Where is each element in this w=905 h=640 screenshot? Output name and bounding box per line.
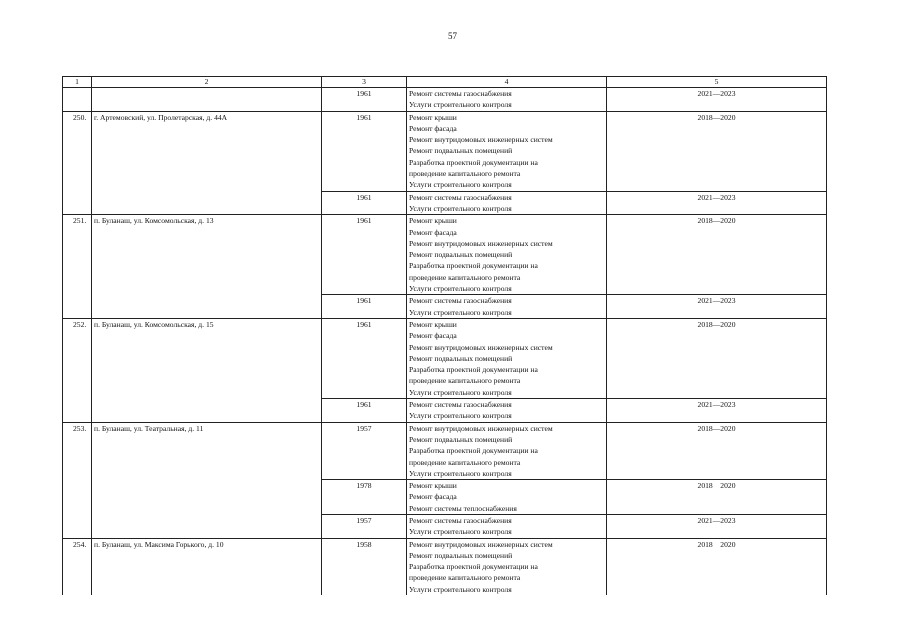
- works-cell: [407, 88, 607, 112]
- work-item: Ремонт фасада: [409, 492, 457, 502]
- address-cell: п. Буланаш, ул. Театральная, д. 11: [92, 422, 322, 538]
- work-item: Ремонт подвальных помещений: [409, 250, 513, 260]
- table-row: [63, 318, 827, 398]
- period-cell: 2018—2020: [607, 111, 827, 191]
- year-cell: 1958: [322, 538, 407, 595]
- work-item: Разработка проектной документации на: [409, 157, 538, 167]
- work-item: Ремонт внутридомовых инженерных систем: [409, 135, 553, 145]
- period-cell: 2018 2020: [607, 538, 827, 595]
- row-number: 253.: [63, 422, 92, 538]
- header-col-1: 1: [63, 77, 92, 88]
- year-cell: 1978: [322, 480, 407, 515]
- year-cell: 1957: [322, 514, 407, 538]
- table-row: [63, 215, 827, 295]
- period-cell: 2021—2023: [607, 399, 827, 423]
- period-cell: 2021—2023: [607, 295, 827, 319]
- work-item: Ремонт крыши: [409, 112, 457, 122]
- work-item: Разработка проектной документации на: [409, 365, 538, 375]
- works-cell: [407, 215, 607, 295]
- work-item: Услуги строительного контроля: [409, 468, 512, 478]
- row-number: 254.: [63, 538, 92, 595]
- work-item: Ремонт крыши: [409, 216, 457, 226]
- period-cell: 2021—2023: [607, 191, 827, 215]
- work-item: Ремонт системы теплоснабжения: [409, 503, 517, 513]
- works-cell: [407, 295, 607, 319]
- work-item: Услуги строительного контроля: [409, 284, 512, 294]
- period-cell: 2018 2020: [607, 480, 827, 515]
- work-item: Ремонт системы газоснабжения: [409, 400, 512, 410]
- work-item: Ремонт системы газоснабжения: [409, 89, 512, 98]
- work-item: Ремонт подвальных помещений: [409, 146, 513, 156]
- work-item: проведение капитального ремонта: [409, 272, 521, 282]
- page-number: 57: [448, 31, 457, 41]
- row-number: 252.: [63, 318, 92, 422]
- table-row: [63, 88, 827, 112]
- work-item: Разработка проектной документации на: [409, 446, 538, 456]
- header-col-2: 2: [92, 77, 322, 88]
- address-cell: [92, 88, 322, 112]
- work-item: Ремонт внутридомовых инженерных систем: [409, 342, 553, 352]
- work-item: Услуги строительного контроля: [409, 387, 512, 397]
- period-cell: 2018—2020: [607, 422, 827, 479]
- work-item: Ремонт системы газоснабжения: [409, 515, 512, 525]
- works-cell: [407, 480, 607, 515]
- period-cell: 2021—2023: [607, 514, 827, 538]
- header-col-3: 3: [322, 77, 407, 88]
- work-item: проведение капитального ремонта: [409, 573, 521, 583]
- work-item: Услуги строительного контроля: [409, 100, 512, 110]
- header-col-4: 4: [407, 77, 607, 88]
- work-item: Услуги строительного контроля: [409, 307, 512, 317]
- work-item: Ремонт фасада: [409, 227, 457, 237]
- year-cell: 1957: [322, 422, 407, 479]
- period-cell: 2021—2023: [607, 88, 827, 112]
- row-number: [63, 88, 92, 112]
- address-cell: п. Буланаш, ул. Максима Горького, д. 10: [92, 538, 322, 595]
- address-cell: г. Артемовский, ул. Пролетарская, д. 44А: [92, 111, 322, 215]
- work-item: проведение капитального ремонта: [409, 376, 521, 386]
- address-cell: п. Буланаш, ул. Комсомольская, д. 13: [92, 215, 322, 319]
- table-row: [63, 538, 827, 595]
- row-number: 251.: [63, 215, 92, 319]
- works-cell: [407, 111, 607, 191]
- year-cell: 1961: [322, 295, 407, 319]
- work-item: Разработка проектной документации на: [409, 562, 538, 572]
- year-cell: 1961: [322, 191, 407, 215]
- works-cell: [407, 399, 607, 423]
- work-item: Ремонт системы газоснабжения: [409, 296, 512, 306]
- period-cell: 2018—2020: [607, 318, 827, 398]
- work-item: проведение капитального ремонта: [409, 457, 521, 467]
- work-item: Разработка проектной документации на: [409, 261, 538, 271]
- year-cell: 1961: [322, 215, 407, 295]
- row-number: 250.: [63, 111, 92, 215]
- table-row: [63, 111, 827, 191]
- year-cell: 1961: [322, 111, 407, 191]
- work-item: Ремонт фасада: [409, 331, 457, 341]
- work-item: Ремонт внутридомовых инженерных систем: [409, 539, 553, 549]
- work-item: Ремонт внутридомовых инженерных систем: [409, 423, 553, 433]
- work-item: Услуги строительного контроля: [409, 527, 512, 537]
- work-item: Ремонт внутридомовых инженерных систем: [409, 238, 553, 248]
- work-item: Ремонт крыши: [409, 319, 457, 329]
- address-cell: п. Буланаш, ул. Комсомольская, д. 15: [92, 318, 322, 422]
- work-item: Услуги строительного контроля: [409, 203, 512, 213]
- work-item: Ремонт подвальных помещений: [409, 353, 513, 363]
- work-item: Услуги строительного контроля: [409, 584, 512, 594]
- period-cell: 2018—2020: [607, 215, 827, 295]
- works-cell: [407, 422, 607, 479]
- work-item: Услуги строительного контроля: [409, 180, 512, 190]
- work-item: Ремонт подвальных помещений: [409, 434, 513, 444]
- year-cell: 1961: [322, 318, 407, 398]
- work-item: проведение капитального ремонта: [409, 169, 521, 179]
- work-item: Ремонт фасада: [409, 123, 457, 133]
- header-row: [63, 77, 827, 88]
- capital-repair-table: [62, 76, 827, 595]
- year-cell: 1961: [322, 399, 407, 423]
- work-item: Ремонт подвальных помещений: [409, 550, 513, 560]
- header-col-5: 5: [607, 77, 827, 88]
- works-cell: [407, 538, 607, 595]
- table-row: [63, 422, 827, 479]
- year-cell: 1961: [322, 88, 407, 112]
- works-cell: [407, 318, 607, 398]
- work-item: Ремонт крыши: [409, 481, 457, 491]
- works-cell: [407, 191, 607, 215]
- work-item: Ремонт системы газоснабжения: [409, 192, 512, 202]
- work-item: Услуги строительного контроля: [409, 411, 512, 421]
- works-cell: [407, 514, 607, 538]
